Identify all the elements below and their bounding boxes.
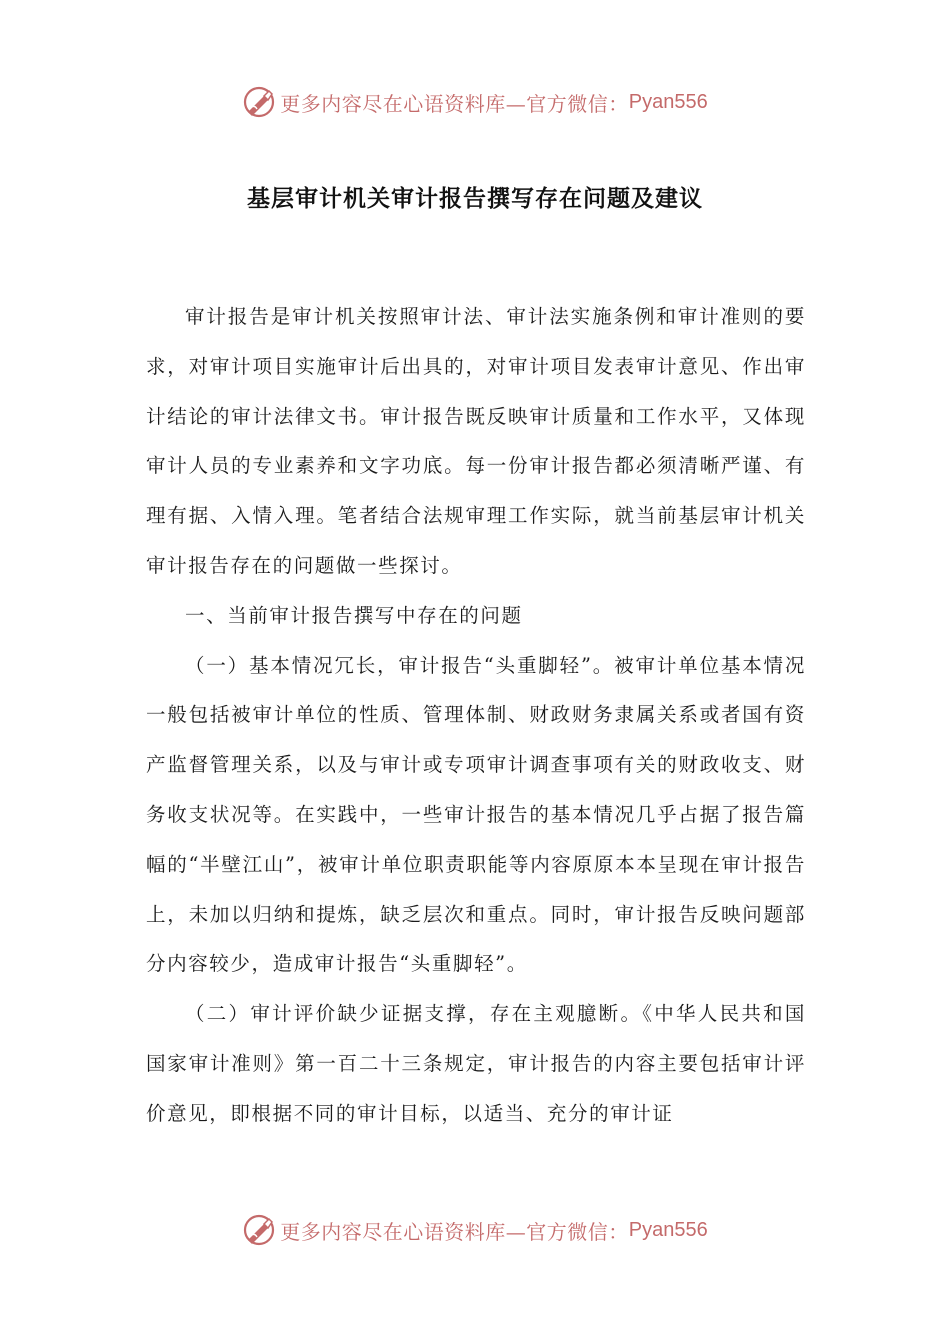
paragraph-intro: 审计报告是审计机关按照审计法、审计法实施条例和审计准则的要求，对审计项目实施审计后出具的，对审计项目发表审计意见、作出审计结论的审计法律文书。审计报告既反映审计质量和工作水平，又体现审计人员的专业素养和文字功底。每一份审计报告都必须清晰严谨、有理有据、入情入理。笔者结合法规审理工作实际，就当前基层审计机关审计报告存在的问题做一些探讨。 xyxy=(146,305,806,577)
section-heading-1: 一、当前审计报告撰写中存在的问题 xyxy=(185,603,523,627)
paragraph-issue-1: （一）基本情况冗长，审计报告“头重脚轻”。被审计单位基本情况一般包括被审计单位的性质、管理体制、财政财务隶属关系或者国有资产监督管理关系，以及与审计或专项审计调查事项有关的财政收支、财务收支状况等。在实践中，一些审计报告的基本情况几乎占据了报告篇幅的“半壁江山”，被审计单位职责职能等内容原原本本呈现在审计报告上，未加以归纳和提炼，缺乏层次和重点。同时，审计报告反映问题部分内容较少，造成审计报告“头重脚轻”。 xyxy=(146,653,806,976)
watermark-banner-bottom xyxy=(0,1210,950,1250)
document-title: 基层审计机关审计报告撰写存在问题及建议 xyxy=(247,185,703,212)
watermark-wechat-id: Pyan556 xyxy=(628,90,708,113)
pen-nib-logo-icon xyxy=(242,85,276,119)
watermark-text: 更多内容尽在心语资料库—官方微信： xyxy=(280,91,629,116)
pen-nib-logo-icon xyxy=(242,1213,276,1247)
paragraph-issue-2: （二）审计评价缺少证据支撑，存在主观臆断。《中华人民共和国国家审计准则》第一百二十三条规定，审计报告的内容主要包括审计评价意见，即根据不同的审计目标，以适当、充分的审计证 xyxy=(146,1002,806,1125)
watermark-wechat-id: Pyan556 xyxy=(628,1218,708,1241)
watermark-banner-top xyxy=(0,82,950,122)
document-body xyxy=(146,292,806,1139)
watermark-text: 更多内容尽在心语资料库—官方微信： xyxy=(280,1219,629,1244)
